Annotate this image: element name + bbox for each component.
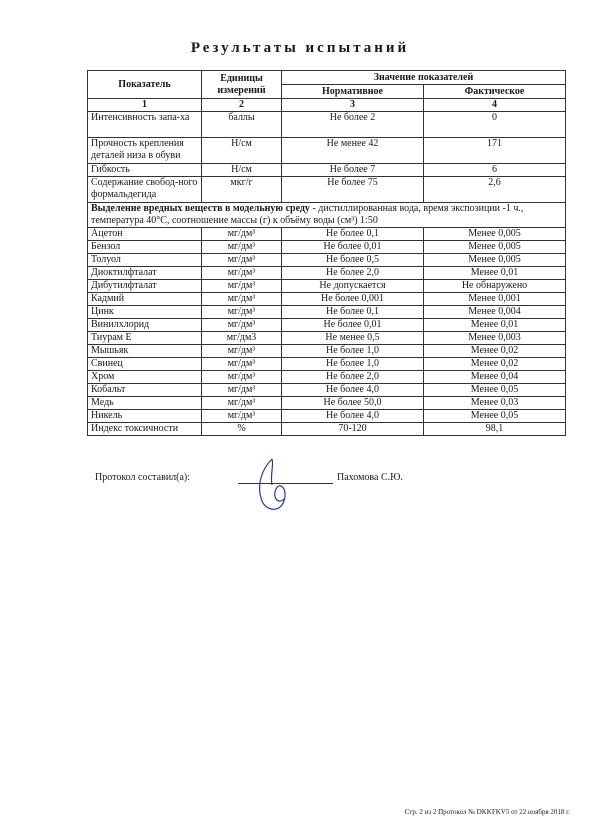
- actual-cell: Менее 0,01: [424, 319, 566, 332]
- table-row: [88, 228, 566, 241]
- normative-cell: Не допускается: [282, 280, 424, 293]
- unit-cell: мкг/г: [202, 177, 282, 203]
- table-row: [88, 293, 566, 306]
- actual-cell: Менее 0,001: [424, 293, 566, 306]
- actual-cell: Менее 0,03: [424, 397, 566, 410]
- unit-cell: Н/см: [202, 164, 282, 177]
- table-row: [88, 280, 566, 293]
- normative-cell: Не более 0,001: [282, 293, 424, 306]
- table-row: [88, 384, 566, 397]
- actual-cell: Менее 0,04: [424, 371, 566, 384]
- header-actual: Фактическое: [424, 85, 566, 99]
- unit-cell: мг/дм³: [202, 410, 282, 423]
- actual-cell: Менее 0,005: [424, 228, 566, 241]
- indicator-cell: Никель: [88, 410, 202, 423]
- unit-cell: мг/дм³: [202, 384, 282, 397]
- table-row: [88, 267, 566, 280]
- actual-cell: Менее 0,05: [424, 410, 566, 423]
- actual-cell: Менее 0,005: [424, 254, 566, 267]
- unit-cell: мг/дм³: [202, 345, 282, 358]
- indicator-cell: Прочность крепления деталей низа в обуви: [88, 138, 202, 164]
- table-row: [88, 164, 566, 177]
- page-footer: Стр. 2 из 2 Протокол № DKKFKV5 от 22 ноября 2018 г.: [404, 808, 570, 816]
- normative-cell: Не более 50,0: [282, 397, 424, 410]
- page-title: Результаты испытаний: [190, 40, 410, 56]
- unit-cell: баллы: [202, 112, 282, 138]
- table-row: [88, 319, 566, 332]
- handwritten-signature: [250, 455, 300, 520]
- unit-cell: мг/дм³: [202, 358, 282, 371]
- table-row: [88, 138, 566, 164]
- table-row: [88, 306, 566, 319]
- indicator-cell: Содержание свобод-ного формальдегида: [88, 177, 202, 203]
- table-row: [88, 254, 566, 267]
- table-row: [88, 358, 566, 371]
- table-row: [88, 423, 566, 436]
- unit-cell: Н/см: [202, 138, 282, 164]
- actual-cell: Менее 0,004: [424, 306, 566, 319]
- indicator-cell: Медь: [88, 397, 202, 410]
- indicator-cell: Хром: [88, 371, 202, 384]
- section-conditions: - дистиллированная вода, время экспозиции -1 ч., температура 40°С, соотношение массы (г) к объёму воды (см³) 1:50: [91, 203, 524, 226]
- normative-cell: Не более 0,01: [282, 241, 424, 254]
- unit-cell: мг/дм³: [202, 241, 282, 254]
- results-table: [87, 70, 566, 436]
- indicator-cell: Дибутилфталат: [88, 280, 202, 293]
- unit-cell: мг/дм3: [202, 332, 282, 345]
- unit-cell: мг/дм³: [202, 397, 282, 410]
- actual-cell: 0: [424, 112, 566, 138]
- header-values-group: Значение показателей: [282, 71, 566, 85]
- table-row: [88, 241, 566, 254]
- indicator-cell: Бензол: [88, 241, 202, 254]
- actual-cell: 2,6: [424, 177, 566, 203]
- header-units: Единицы измерений: [202, 71, 282, 99]
- column-number: 2: [202, 99, 282, 112]
- actual-cell: Менее 0,01: [424, 267, 566, 280]
- indicator-cell: Кадмий: [88, 293, 202, 306]
- unit-cell: %: [202, 423, 282, 436]
- header-indicator: Показатель: [88, 71, 202, 99]
- indicator-cell: Толуол: [88, 254, 202, 267]
- normative-cell: Не более 1,0: [282, 345, 424, 358]
- normative-cell: Не более 4,0: [282, 410, 424, 423]
- unit-cell: мг/дм³: [202, 267, 282, 280]
- table-row: [88, 332, 566, 345]
- actual-cell: Менее 0,02: [424, 358, 566, 371]
- column-number: 3: [282, 99, 424, 112]
- table-row: [88, 177, 566, 203]
- normative-cell: Не менее 42: [282, 138, 424, 164]
- unit-cell: мг/дм³: [202, 280, 282, 293]
- table-row: [88, 410, 566, 423]
- indicator-cell: Диоктилфталат: [88, 267, 202, 280]
- indicator-cell: Ацетон: [88, 228, 202, 241]
- indicator-cell: Гибкость: [88, 164, 202, 177]
- actual-cell: 6: [424, 164, 566, 177]
- unit-cell: мг/дм³: [202, 254, 282, 267]
- normative-cell: Не более 2,0: [282, 371, 424, 384]
- indicator-cell: Индекс токсичности: [88, 423, 202, 436]
- normative-cell: Не менее 0,5: [282, 332, 424, 345]
- unit-cell: мг/дм³: [202, 319, 282, 332]
- indicator-cell: Интенсивность запа-ха: [88, 112, 202, 138]
- table-row: [88, 112, 566, 138]
- normative-cell: Не более 4,0: [282, 384, 424, 397]
- indicator-cell: Мышьяк: [88, 345, 202, 358]
- unit-cell: мг/дм³: [202, 228, 282, 241]
- indicator-cell: Винилхлорид: [88, 319, 202, 332]
- table-row: [88, 345, 566, 358]
- actual-cell: Менее 0,05: [424, 384, 566, 397]
- table-row: [88, 371, 566, 384]
- unit-cell: мг/дм³: [202, 306, 282, 319]
- normative-cell: Не более 0,1: [282, 306, 424, 319]
- normative-cell: Не более 2,0: [282, 267, 424, 280]
- section-header: [88, 203, 566, 228]
- normative-cell: Не более 0,5: [282, 254, 424, 267]
- actual-cell: Не обнаружено: [424, 280, 566, 293]
- indicator-cell: Свинец: [88, 358, 202, 371]
- column-number: 1: [88, 99, 202, 112]
- column-number: 4: [424, 99, 566, 112]
- indicator-cell: Кобальт: [88, 384, 202, 397]
- actual-cell: 171: [424, 138, 566, 164]
- actual-cell: Менее 0,02: [424, 345, 566, 358]
- unit-cell: мг/дм³: [202, 293, 282, 306]
- unit-cell: мг/дм³: [202, 371, 282, 384]
- normative-cell: Не более 75: [282, 177, 424, 203]
- table-row: [88, 397, 566, 410]
- section-title: Выделение вредных веществ в модельную среду: [91, 203, 310, 214]
- indicator-cell: Тиурам Е: [88, 332, 202, 345]
- normative-cell: Не более 2: [282, 112, 424, 138]
- signature-label: Протокол составил(а):: [95, 472, 191, 483]
- normative-cell: Не более 0,1: [282, 228, 424, 241]
- actual-cell: Менее 0,003: [424, 332, 566, 345]
- normative-cell: Не более 7: [282, 164, 424, 177]
- actual-cell: Менее 0,005: [424, 241, 566, 254]
- normative-cell: Не более 1,0: [282, 358, 424, 371]
- actual-cell: 98,1: [424, 423, 566, 436]
- header-normative: Нормативное: [282, 85, 424, 99]
- signer-name: Пахомова С.Ю.: [337, 472, 403, 483]
- indicator-cell: Цинк: [88, 306, 202, 319]
- normative-cell: Не более 0,01: [282, 319, 424, 332]
- normative-cell: 70-120: [282, 423, 424, 436]
